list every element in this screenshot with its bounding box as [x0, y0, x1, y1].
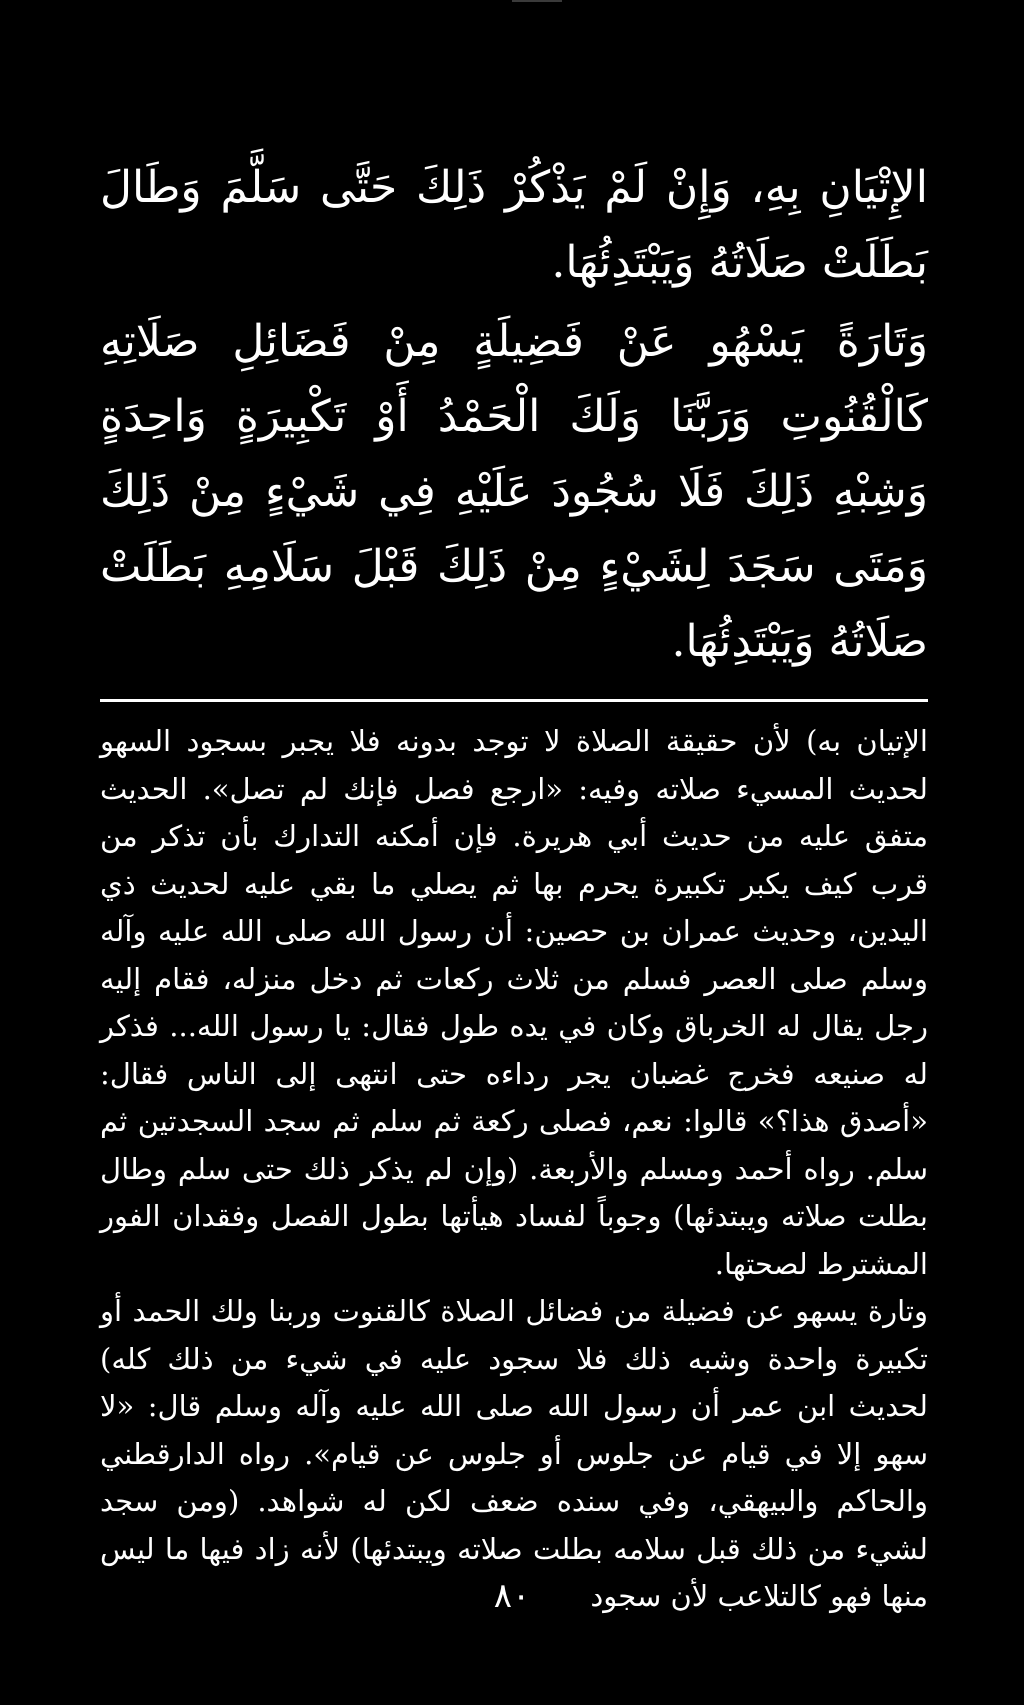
main-text: [100, 150, 928, 679]
top-edge-mark: [512, 0, 562, 2]
footnotes: [100, 718, 928, 1621]
page-number: ٨٠: [493, 1576, 531, 1616]
footnote-paragraph-2: وتارة يسهو عن فضيلة من فضائل الصلاة كالقنوت وربنا ولك الحمد أو تكبيرة واحدة وشبه ذلك فلا سجود عليه في شيء من ذلك كله) لحديث ابن عمر أن رسول الله صلى الله عليه وآله وسلم قال: «لا سهو إلا في قيام عن جلوس أو جلوس عن قيام». رواه الدارقطني والحاكم والبيهقي، وفي سنده ضعف لكن له شواهد. (ومن سجد لشيء من ذلك قبل سلامه بطلت صلاته ويبتدئها) لأنه زاد فيها ما ليس منها فهو كالتلاعب لأن سجود: [100, 1294, 928, 1613]
main-paragraph-1: الإِتْيَانِ بِهِ، وَإِنْ لَمْ يَذْكُرْ ذَلِكَ حَتَّى سَلَّمَ وَطَالَ بَطَلَتْ صَلَاتُهُ وَيَبْتَدِئُهَا.: [100, 162, 928, 288]
footnote-divider: [100, 699, 928, 702]
footnote-paragraph-1: الإتيان به) لأن حقيقة الصلاة لا توجد بدونه فلا يجبر بسجود السهو لحديث المسيء صلاته وفيه: «ارجع فصل فإنك لم تصل». الحديث متفق عليه من حديث أبي هريرة. فإن أمكنه التدارك بأن تذكر من قرب كيف يكبر تكبيرة يحرم بها ثم يصلي ما بقي عليه لحديث ذي اليدين، وحديث عمران بن حصين: أن رسول الله صلى الله عليه وآله وسلم صلى العصر فسلم من ثلاث ركعات ثم دخل منزله، فقام إليه رجل يقال له الخرباق وكان في يده طول فقال: يا رسول الله... فذكر له صنيعه فخرج غضبان يجر رداءه حتى انتهى إلى الناس فقال: «أصدق هذا؟» قالوا: نعم، فصلى ركعة ثم سلم ثم سجد السجدتين ثم سلم. رواه أحمد ومسلم والأربعة. (وإن لم يذكر ذلك حتى سلم وطال بطلت صلاته ويبتدئها) وجوباً لفساد هيأتها بطول الفصل وفقدان الفور المشترط لصحتها.: [100, 724, 928, 1281]
page-content: [100, 150, 928, 1621]
main-paragraph-2: وَتَارَةً يَسْهُو عَنْ فَضِيلَةٍ مِنْ فَضَائِلِ صَلَاتِهِ كَالْقُنُوتِ وَرَبَّنَا وَلَكَ الْحَمْدُ أَوْ تَكْبِيرَةٍ وَاحِدَةٍ وَشِبْهِ ذَلِكَ فَلَا سُجُودَ عَلَيْهِ فِي شَيْءٍ مِنْ ذَلِكَ وَمَتَى سَجَدَ لِشَيْءٍ مِنْ ذَلِكَ قَبْلَ سَلَامِهِ بَطَلَتْ صَلَاتُهُ وَيَبْتَدِئُهَا.: [100, 316, 928, 667]
